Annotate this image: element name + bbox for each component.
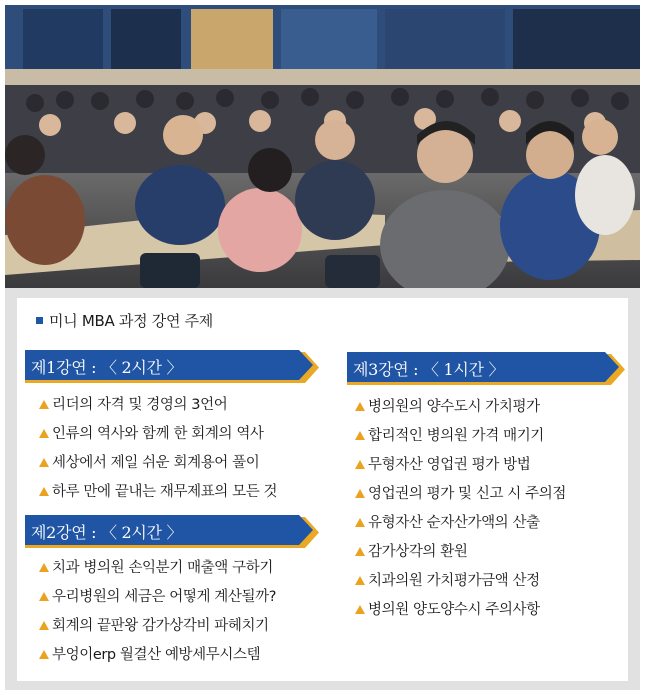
triangle-bullet-icon [39,458,49,467]
triangle-bullet-icon [355,518,365,527]
list-item: 우리병원의 세금은 어떻게 계산될까? [39,583,276,612]
list-item: 회계의 끝판왕 감가상각비 파헤치기 [39,612,276,641]
triangle-bullet-icon [39,429,49,438]
list-item: 리더의 자격 및 경영의 3언어 [39,391,277,420]
list-item: 하루 만에 끝내는 재무제표의 모든 것 [39,478,277,507]
triangle-bullet-icon [39,400,49,409]
lecture-1-banner [25,350,313,380]
list-item: 합리적인 병의원 가격 매기기 [355,422,566,451]
card-title [36,310,213,331]
triangle-bullet-icon [355,605,365,614]
list-item: 인류의 역사와 함께 한 회계의 역사 [39,420,277,449]
triangle-bullet-icon [39,487,49,496]
card-title-text: 미니 MBA 과정 강연 주제 [49,312,213,330]
triangle-bullet-icon [355,547,365,556]
lecture-topics-card [17,298,628,681]
lecture-1-heading: 제1강연 : 〈 2시간 〉 [31,358,183,377]
lecture-3-banner [347,352,619,382]
list-item: 병의원의 양수도시 가치평가 [355,393,566,422]
list-item: 유형자산 순자산가액의 산출 [355,509,566,538]
lecture-3-heading: 제3강연 : 〈 1시간 〉 [353,360,505,379]
list-item: 감가상각의 환원 [355,538,566,567]
lecture-2-banner [25,515,313,545]
triangle-bullet-icon [355,402,365,411]
list-item: 치과의원 가치평가금액 산정 [355,567,566,596]
triangle-bullet-icon [39,650,49,659]
lecture-2-list [39,554,276,670]
lecture-audience-photo [5,5,640,288]
triangle-bullet-icon [355,576,365,585]
list-item: 병의원 양도양수시 주의사항 [355,596,566,625]
list-item: 무형자산 영업권 평가 방법 [355,451,566,480]
triangle-bullet-icon [39,621,49,630]
lecture-3-list [355,393,566,625]
list-item: 세상에서 제일 쉬운 회계용어 풀이 [39,449,277,478]
bullet-square-icon [36,317,43,324]
triangle-bullet-icon [355,431,365,440]
lecture-2-heading: 제2강연 : 〈 2시간 〉 [31,523,183,542]
list-item: 부엉이erp 월결산 예방세무시스템 [39,641,276,670]
list-item: 영업권의 평가 및 신고 시 주의점 [355,480,566,509]
triangle-bullet-icon [39,563,49,572]
triangle-bullet-icon [355,489,365,498]
triangle-bullet-icon [355,460,365,469]
lecture-1-list [39,391,277,507]
list-item: 치과 병의원 손익분기 매출액 구하기 [39,554,276,583]
triangle-bullet-icon [39,592,49,601]
